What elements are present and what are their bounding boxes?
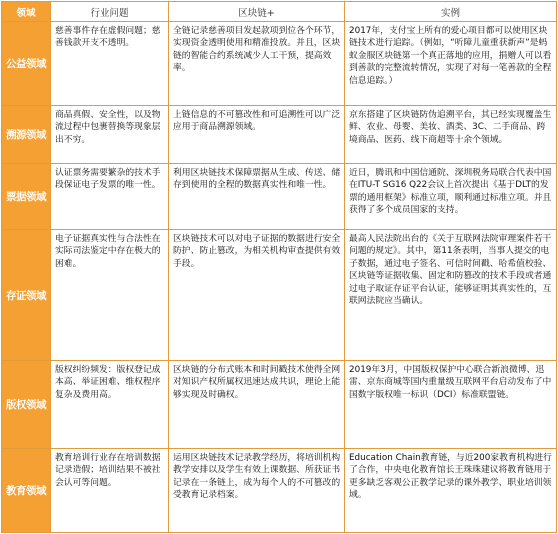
- blockchain-cell: 区块链技术可以对电子证据的数据进行安全防护、防止篡改，为相关机构审查提供有效手段。: [169, 230, 345, 361]
- table-row: [2, 164, 557, 230]
- domain-cell: 版权领域: [2, 361, 51, 449]
- problem-cell: 教育培训行业存在培训数据记录造假；培训结果不被社会认可等问题。: [51, 449, 169, 533]
- example-cell: 京东搭建了区块链防伪追溯平台，其已经实现覆盖生鲜、农业、母婴、美妆、酒类、3C、二手商品、跨境商品、医药、线下商超等十余个领域。: [345, 106, 557, 164]
- blockchain-cell: 利用区块链技术保障票据从生成、传送、储存到使用的全程的数据真实性和唯一性。: [169, 164, 345, 230]
- table-row: [2, 449, 557, 533]
- header-example: 实例: [345, 2, 557, 22]
- table-row: [2, 230, 557, 361]
- header-problem: 行业问题: [51, 2, 169, 22]
- domain-cell: 溯源领域: [2, 106, 51, 164]
- domain-cell: 公益领域: [2, 22, 51, 106]
- header-blockchain: 区块链+: [169, 2, 345, 22]
- blockchain-cell: 上链信息的不可篡改性和可追溯性可以广泛应用于商品溯源领域。: [169, 106, 345, 164]
- domain-cell: 教育领域: [2, 449, 51, 533]
- problem-cell: 版权纠纷频发：版权登记成本高、举证困难、维权程序复杂及费用高。: [51, 361, 169, 449]
- domain-cell: 存证领域: [2, 230, 51, 361]
- blockchain-cell: 区块链的分布式账本和时间戳技术使得全网对知识产权所属权迅速达成共识，理论上能够实现及时确权。: [169, 361, 345, 449]
- example-cell: 2017年，支付宝上所有的爱心项目都可以使用区块链技术进行追踪。（例如，“听障儿童重获新声”是蚂蚁金服区块链第一个真正落地的应用，捐赠人可以看到善款的完整流转情况，实现了对每一笔善款的全程信息追踪。）: [345, 22, 557, 106]
- example-cell: 近日，腾讯和中国信通院、深圳税务局联合代表中国在ITU-T SG16 Q22会议上首次提出《基于DLT的发票的通用框架》标准立项，顺利通过标准立项。并且获得了多个成员国家的支持。: [345, 164, 557, 230]
- example-cell: 最高人民法院出台的《关于互联网法院审理案件若干问题的规定》。其中，第11条表明，当事人提交的电子数据，通过电子签名、可信时间戳、哈希值校验、区块链等证据收集、固定和防篡改的技术手段或者通过电子取证存证平台认证，能够证明其真实性的，互联网法院应当确认。: [345, 230, 557, 361]
- header-row: [2, 2, 557, 22]
- table-row: [2, 22, 557, 106]
- table-row: [2, 106, 557, 164]
- blockchain-cell: 全链记录慈善项目发起款项到位各个环节，实现资金透明使用和精准投放。并且，区块链的智能合约系统减少人工干预，提高效率。: [169, 22, 345, 106]
- header-domain: 领域: [2, 2, 51, 22]
- problem-cell: 电子证据真实性与合法性在实际司法鉴定中存在极大的困难。: [51, 230, 169, 361]
- problem-cell: 慈善事件存在虚假问题；慈善钱款开支不透明。: [51, 22, 169, 106]
- problem-cell: 认证票务需要繁杂的技术手段保证电子发票的唯一性。: [51, 164, 169, 230]
- example-cell: Education Chain教育链，与近200家教育机构进行了合作，中央电化教育馆长王珠珠建议将教育链用于更多缺乏客观公正教学记录的课外教学、职业培训领域。: [345, 449, 557, 533]
- table-row: [2, 361, 557, 449]
- example-cell: 2019年3月，中国版权保护中心联合新浪微博、迅雷、京东商城等国内重量级互联网平台启动发布了中国数字版权唯一标识（DCI）标准联盟链。: [345, 361, 557, 449]
- blockchain-application-table: [1, 1, 557, 533]
- problem-cell: 商品真假、安全性，以及物流过程中包裹替换等现象层出不穷。: [51, 106, 169, 164]
- blockchain-cell: 运用区块链技术记录教学经历，将培训机构教学安排以及学生有效上课数据、所获证书记录在一条链上，成为每个人的不可篡改的受教育记录档案。: [169, 449, 345, 533]
- domain-cell: 票据领域: [2, 164, 51, 230]
